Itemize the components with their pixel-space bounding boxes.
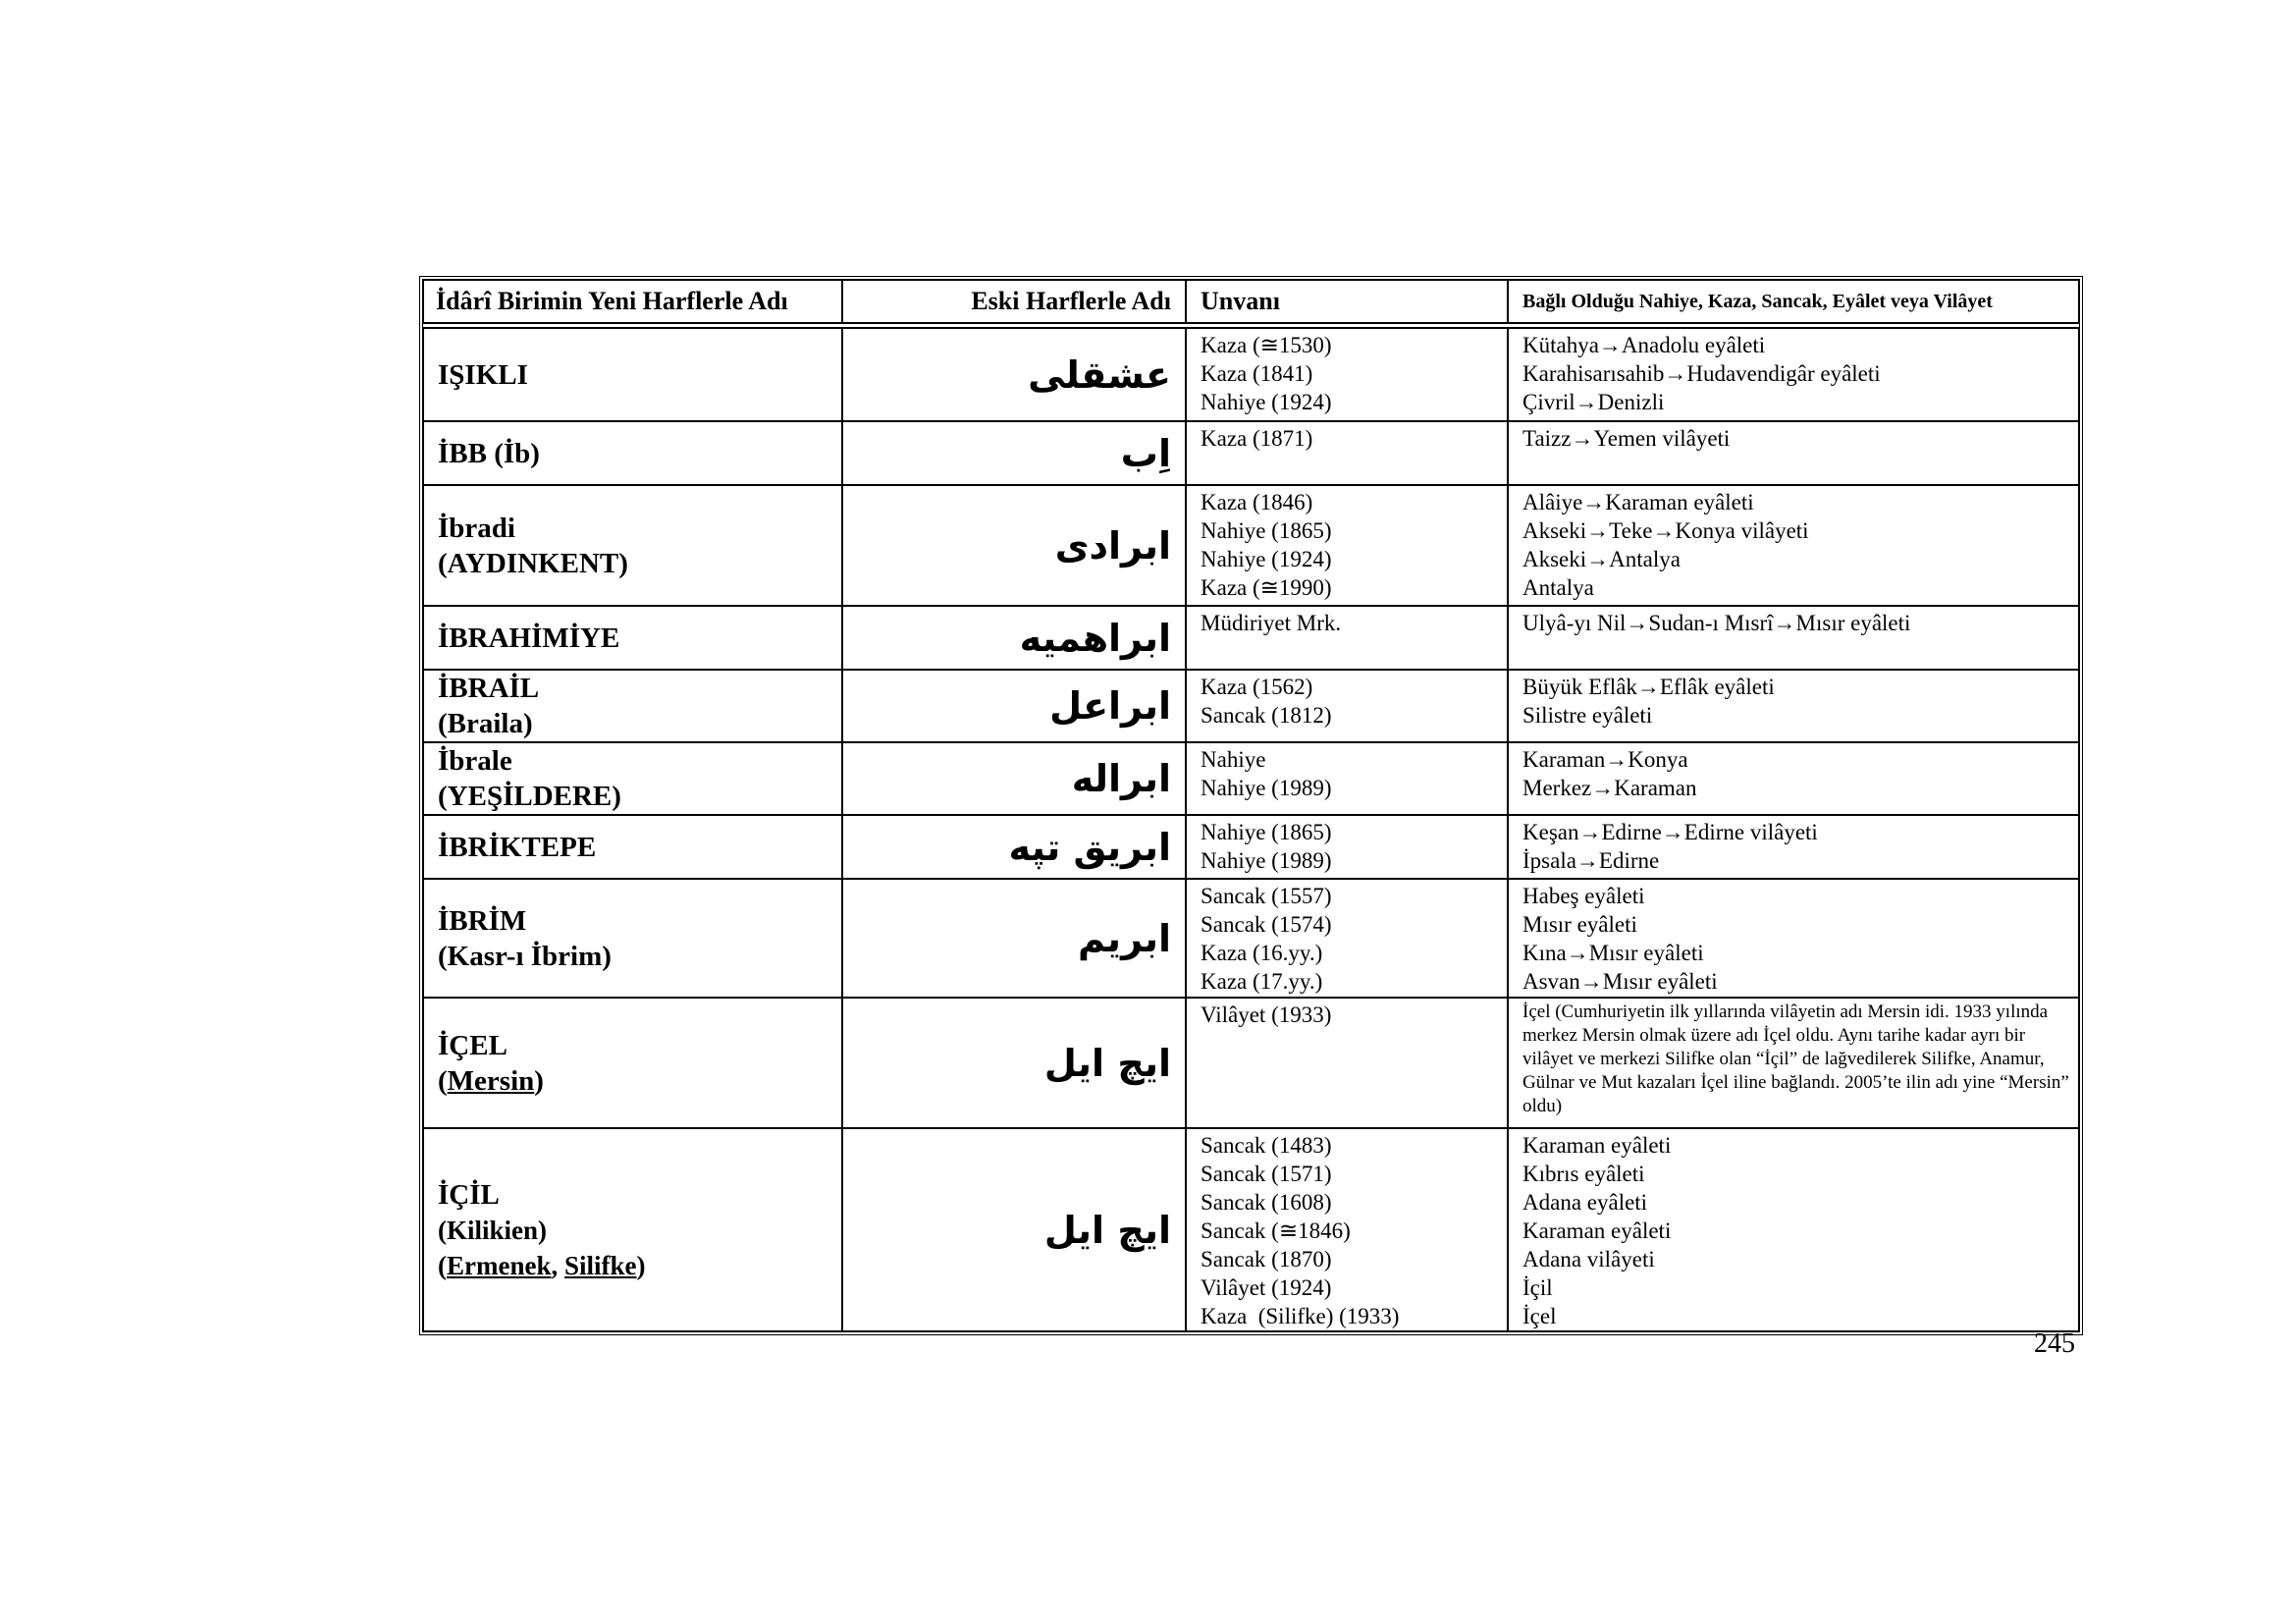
table-row	[423, 1128, 2079, 1331]
page-number: 245	[2034, 1328, 2075, 1359]
unit-titles: Nahiye Nahiye (1989)	[1186, 742, 1508, 815]
table-row	[423, 670, 2079, 742]
unit-titles: Sancak (1557) Sancak (1574) Kaza (16.yy.) Kaza (17.yy.)	[1186, 879, 1508, 998]
old-script-name: اِب	[842, 421, 1186, 485]
unit-titles: Kaza (≅1530) Kaza (1841) Nahiye (1924)	[1186, 328, 1508, 421]
old-script-name: ابراهمیه	[842, 606, 1186, 670]
parent-note: İçel (Cumhuriyetin ilk yıllarında vilâyetin adı Mersin idi. 1933 yılında merkez Mersin olmak üzere adı İçel oldu. Aynı tarihe kadar ayrı bir vilâyet ve merkezi Silifke olan “İçil” de lağvedilerek Silifke, Anamur, Gülnar ve Mut kazaları İçel iline bağlandı. 2005’te ilin adı yine “Mersin” oldu)	[1508, 998, 2079, 1128]
old-script-name: ابراله	[842, 742, 1186, 815]
unit-titles: Kaza (1562) Sancak (1812)	[1186, 670, 1508, 742]
header-old-name: Eski Harflerle Adı	[842, 280, 1186, 323]
table-row	[423, 742, 2079, 815]
unit-titles: Kaza (1871)	[1186, 421, 1508, 485]
parent-units: Habeş eyâleti Mısır eyâleti Kına→Mısır eyâleti Asvan→Mısır eyâleti	[1508, 879, 2079, 998]
parent-units: Karaman eyâleti Kıbrıs eyâleti Adana eyâleti Karaman eyâleti Adana vilâyeti İçil İçel	[1508, 1128, 2079, 1331]
unit-titles: Nahiye (1865) Nahiye (1989)	[1186, 815, 1508, 879]
parent-units: Alâiye→Karaman eyâleti Akseki→Teke→Konya vilâyeti Akseki→Antalya Antalya	[1508, 485, 2079, 606]
unit-name: İBRAHİMİYE	[423, 606, 842, 670]
header-title: Unvanı	[1186, 280, 1508, 323]
ermenek-link[interactable]: Ermenek	[447, 1250, 552, 1280]
silifke-link[interactable]: Silifke	[563, 1250, 637, 1280]
unit-name: İÇİL (Kilikien) (Ermenek, Silifke)	[423, 1128, 842, 1331]
table-row	[423, 815, 2079, 879]
table-row	[423, 879, 2079, 998]
unit-name: İbradi (AYDINKENT)	[423, 485, 842, 606]
document-page	[419, 276, 2075, 1335]
unit-name: İBRİM (Kasr-ı İbrim)	[423, 879, 842, 998]
parent-units: Ulyâ-yı Nil→Sudan-ı Mısrî→Mısır eyâleti	[1508, 606, 2079, 670]
old-script-name: ایچ ایل	[842, 1128, 1186, 1331]
parent-units: Taizz→Yemen vilâyeti	[1508, 421, 2079, 485]
unit-name: İBRİKTEPE	[423, 815, 842, 879]
mersin-link[interactable]: Mersin	[447, 1064, 535, 1097]
parent-units: Keşan→Edirne→Edirne vilâyeti İpsala→Edirne	[1508, 815, 2079, 879]
parent-units: Büyük Eflâk→Eflâk eyâleti Silistre eyâleti	[1508, 670, 2079, 742]
table-row	[423, 606, 2079, 670]
administrative-units-table	[419, 276, 2083, 1335]
unit-titles: Sancak (1483) Sancak (1571) Sancak (1608) Sancak (≅1846) Sancak (1870) Vilâyet (1924) Kaza (Silifke) (1933)	[1186, 1128, 1508, 1331]
old-script-name: ابریق تپه	[842, 815, 1186, 879]
old-script-name: ابریم	[842, 879, 1186, 998]
old-script-name: ابراعل	[842, 670, 1186, 742]
table-header-row	[423, 280, 2079, 323]
header-parent-unit: Bağlı Olduğu Nahiye, Kaza, Sancak, Eyâlet veya Vilâyet	[1508, 280, 2079, 323]
old-script-name: ابرادی	[842, 485, 1186, 606]
unit-name: İBB (İb)	[423, 421, 842, 485]
old-script-name: ایچ ایل	[842, 998, 1186, 1128]
unit-titles: Vilâyet (1933)	[1186, 998, 1508, 1128]
parent-units: Karaman→Konya Merkez→Karaman	[1508, 742, 2079, 815]
table-row	[423, 421, 2079, 485]
old-script-name: عشقلی	[842, 328, 1186, 421]
table-row	[423, 998, 2079, 1128]
table-row	[423, 485, 2079, 606]
header-new-name: İdârî Birimin Yeni Harflerle Adı	[423, 280, 842, 323]
unit-name: İBRAİL (Braila)	[423, 670, 842, 742]
unit-titles: Kaza (1846) Nahiye (1865) Nahiye (1924) Kaza (≅1990)	[1186, 485, 1508, 606]
unit-titles: Müdiriyet Mrk.	[1186, 606, 1508, 670]
unit-name: İÇEL (Mersin)	[423, 998, 842, 1128]
table-row	[423, 328, 2079, 421]
unit-name: İbrale (YEŞİLDERE)	[423, 742, 842, 815]
unit-name: IŞIKLI	[423, 328, 842, 421]
parent-units: Kütahya→Anadolu eyâleti Karahisarısahib→Hudavendigâr eyâleti Çivril→Denizli	[1508, 328, 2079, 421]
